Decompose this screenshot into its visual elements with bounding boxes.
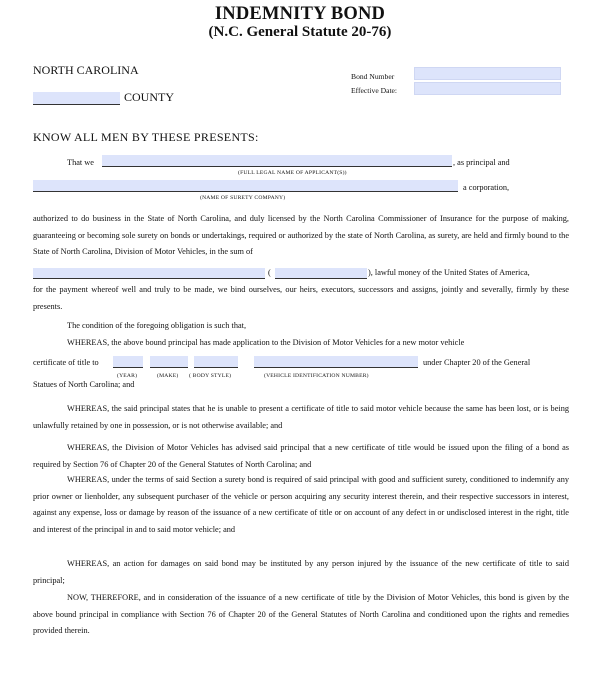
document-title: INDEMNITY BOND <box>214 4 386 24</box>
document-subtitle: (N.C. General Statute 20-76) <box>208 24 392 40</box>
bond-sum-words-field[interactable] <box>33 268 265 279</box>
county-label: COUNTY <box>124 90 174 104</box>
effective-date-field[interactable] <box>414 82 561 95</box>
vehicle-vin-field[interactable] <box>254 356 418 368</box>
whereas-application: WHEREAS, the above bound principal has made application to the Division of Motor Vehicles for a new motor vehicle <box>67 338 465 347</box>
authorized-paragraph: authorized to do business in the State of North Carolina, and duly licensed by the North Carolina Commissioner of Insurance for the purpose of making, guaranteeing or becoming sole surety on bonds or undertakings, required or authorized by the state of North Carolina, as surety, are held and firmly bound to the State of North Carolina, Division of Motor Vehicles, in the sum of <box>33 214 569 257</box>
condition-text: The condition of the foregoing obligation is such that, <box>67 321 247 330</box>
that-we-text: That we <box>67 158 94 167</box>
whereas-action-paragraph: WHEREAS, an action for damages on said bond may be instituted by any person injured by the issuance of the new certificate of title to said principal; <box>33 559 569 585</box>
surety-company-field[interactable] <box>33 180 458 192</box>
bond-number-label: Bond Number <box>351 72 395 81</box>
surety-caption: (NAME OF SURETY COMPANY) <box>200 195 286 201</box>
vehicle-year-field[interactable] <box>113 356 143 368</box>
body-style-caption: ( BODY STYLE) <box>189 373 232 379</box>
open-paren: ( <box>268 268 271 277</box>
statues-text: Statues of North Carolina; and <box>33 380 135 389</box>
applicant-name-field[interactable] <box>102 155 452 167</box>
applicant-caption: (FULL LEGAL NAME OF APPLICANT(S)) <box>238 170 347 176</box>
make-caption: (MAKE) <box>157 373 179 379</box>
whereas-terms-paragraph: WHEREAS, under the terms of said Section a surety bond is required of said principal with good and sufficient surety, conditioned to indemnify any prior owner or lienholder, any subsequent purchaser of the vehicle or person acquiring any security interest therein, and their respective successors in interest, against any expense, loss or damage by reason of the issuance of a new certificate of title or on account of any defect in or undisclosed interest in the right, title and interest of the principal in and to said motor vehicle; and <box>33 475 569 535</box>
whereas-advised-paragraph: WHEREAS, the Division of Motor Vehicles has advised said principal that a new certificate of title would be issued upon the filing of a bond as required by Section 76 of Chapter 20 of the General Statutes of North Carolina; and <box>33 443 569 469</box>
vehicle-make-field[interactable] <box>150 356 188 368</box>
bond-sum-amount-field[interactable] <box>275 268 367 279</box>
bond-number-field[interactable] <box>414 67 561 80</box>
whereas-lost-paragraph: WHEREAS, the said principal states that he is unable to present a certificate of title to said motor vehicle because the same has been lost, or is being unlawfully retained by one in possession, or is not otherwise available; and <box>33 404 569 430</box>
know-all-heading: KNOW ALL MEN BY THESE PRESENTS: <box>33 130 259 144</box>
lawful-money-text: ), lawful money of the United States of America, <box>368 268 530 277</box>
state-label: NORTH CAROLINA <box>33 63 139 77</box>
under-chapter-text: under Chapter 20 of the General <box>423 358 531 367</box>
year-caption: (YEAR) <box>117 373 138 379</box>
payment-paragraph: for the payment whereof well and truly to be made, we bind ourselves, our heirs, executors, successors and assigns, jointly and severally, firmly by these presents. <box>33 285 569 311</box>
county-field[interactable] <box>33 92 120 105</box>
as-principal-text: , as principal and <box>453 158 510 167</box>
vin-caption: (VEHICLE IDENTIFICATION NUMBER) <box>264 373 369 379</box>
corporation-text: a corporation, <box>463 183 510 192</box>
certificate-of-title-text: certificate of title to <box>33 358 99 367</box>
now-therefore-paragraph: NOW, THEREFORE, and in consideration of the issuance of a new certificate of title by the Division of Motor Vehicles, this bond is given by the above bound principal in compliance with Section 76 of Chapter 20 of the General Statutes of North Carolina and conditioned upon the rights and remedies provided therein. <box>33 593 569 636</box>
vehicle-body-style-field[interactable] <box>194 356 238 368</box>
effective-date-label: Effective Date: <box>351 86 398 95</box>
